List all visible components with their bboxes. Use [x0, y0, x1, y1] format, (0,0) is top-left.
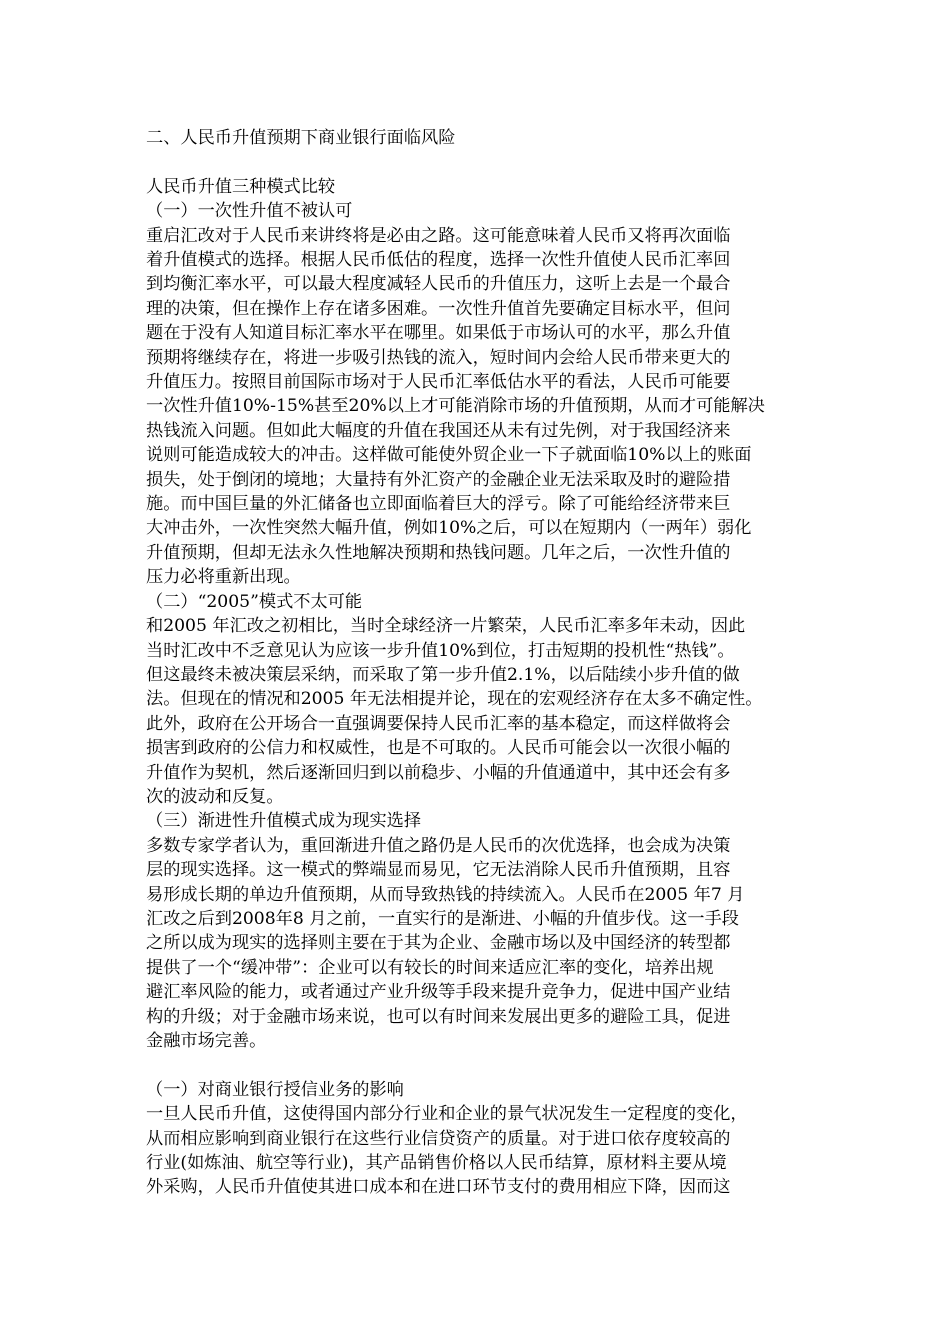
blank-line: [146, 150, 814, 174]
paragraph-line: 施。而中国巨量的外汇储备也立即面临着巨大的浮亏。除了可能给经济带来巨: [146, 494, 731, 515]
subsection-body-3: [146, 834, 814, 1054]
subsection-body-4: [146, 1102, 814, 1200]
paragraph-line: 理的决策，但在操作上存在诸多困难。一次性升值首先要确定目标水平，但问: [146, 298, 731, 319]
paragraph-line: 题在于没有人知道目标汇率水平在哪里。如果低于市场认可的水平，那么升值: [146, 323, 731, 344]
paragraph-line: 说则可能造成较大的冲击。这样做可能使外贸企业一下子就面临10%以上的账面: [146, 445, 752, 466]
subsection-body-2: [146, 614, 814, 809]
subsection-title-3: （三）渐进性升值模式成为现实选择: [146, 811, 422, 832]
section-title: 人民币升值三种模式比较: [146, 176, 336, 197]
paragraph-line: 外采购，人民币升值使其进口成本和在进口环节支付的费用相应下降，因而这: [146, 1177, 731, 1198]
paragraph-line: 金融市场完善。: [146, 1031, 267, 1052]
paragraph-line: 损害到政府的公信力和权威性，也是不可取的。人民币可能会以一次很小幅的: [146, 738, 731, 759]
paragraph-line: 热钱流入问题。但如此大幅度的升值在我国还从未有过先例，对于我国经济来: [146, 420, 731, 441]
paragraph-line: 行业(如炼油、航空等行业)，其产品销售价格以人民币结算，原材料主要从境: [146, 1153, 727, 1174]
paragraph-line: 一旦人民币升值，这使得国内部分行业和企业的景气状况发生一定程度的变化，: [146, 1104, 748, 1125]
paragraph-line: 大冲击外，一次性突然大幅升值，例如10%之后，可以在短期内（一两年）弱化: [146, 518, 752, 539]
paragraph-line: 易形成长期的单边升值预期，从而导致热钱的持续流入。人民币在2005 年7 月: [146, 884, 745, 905]
blank-line: [146, 1053, 814, 1077]
paragraph-line: 汇改之后到2008年8 月之前，一直实行的是渐进、小幅的升值步伐。这一手段: [146, 908, 739, 929]
subsection-body-1: [146, 224, 814, 590]
paragraph-line: 升值作为契机，然后逐渐回归到以前稳步、小幅的升值通道中，其中还会有多: [146, 762, 731, 783]
paragraph-line: 之所以成为现实的选择则主要在于其为企业、金融市场以及中国经济的转型都: [146, 933, 731, 954]
paragraph-line: 和2005 年汇改之初相比，当时全球经济一片繁荣，人民币汇率多年未动，因此: [146, 616, 746, 637]
paragraph-line: 一次性升值10%-15%甚至20%以上才可能消除市场的升值预期，从而才可能解决: [146, 396, 765, 417]
paragraph-line: 重启汇改对于人民币来讲终将是必由之路。这可能意味着人民币又将再次面临: [146, 225, 731, 246]
paragraph-line: 升值压力。按照目前国际市场对于人民币汇率低估水平的看法，人民币可能要: [146, 372, 731, 393]
subsection-title-4: （一）对商业银行授信业务的影响: [146, 1079, 404, 1100]
subsection-title-2: （二）“2005”模式不太可能: [146, 591, 363, 612]
paragraph-line: 从而相应影响到商业银行在这些行业信贷资产的质量。对于进口依存度较高的: [146, 1128, 731, 1149]
paragraph-line: 避汇率风险的能力，或者通过产业升级等手段来提升竞争力，促进中国产业结: [146, 982, 731, 1003]
paragraph-line: 但这最终未被决策层采纳，而采取了第一步升值2.1%，以后陆续小步升值的做: [146, 664, 740, 685]
paragraph-line: 层的现实选择。这一模式的弊端显而易见，它无法消除人民币升值预期，且容: [146, 860, 731, 881]
paragraph-line: 压力必将重新出现。: [146, 567, 301, 588]
paragraph-line: 法。但现在的情况和2005 年无法相提并论，现在的宏观经济存在太多不确定性。: [146, 689, 763, 710]
paragraph-line: 着升值模式的选择。根据人民币低估的程度，选择一次性升值使人民币汇率回: [146, 250, 731, 271]
paragraph-line: 多数专家学者认为，重回渐进升值之路仍是人民币的次优选择，也会成为决策: [146, 835, 731, 856]
paragraph-line: 当时汇改中不乏意见认为应该一步升值10%到位，打击短期的投机性“热钱”。: [146, 640, 735, 661]
paragraph-line: 构的升级；对于金融市场来说，也可以有时间来发展出更多的避险工具，促进: [146, 1006, 731, 1027]
paragraph-line: 提供了一个“缓冲带”：企业可以有较长的时间来适应汇率的变化，培养出规: [146, 957, 714, 978]
subsection-title-1: （一）一次性升值不被认可: [146, 201, 353, 222]
paragraph-line: 预期将继续存在，将进一步吸引热钱的流入，短时间内会给人民币带来更大的: [146, 347, 731, 368]
paragraph-line: 次的波动和反复。: [146, 786, 284, 807]
paragraph-line: 损失，处于倒闭的境地；大量持有外汇资产的金融企业无法采取及时的避险措: [146, 469, 731, 490]
paragraph-line: 升值预期，但却无法永久性地解决预期和热钱问题。几年之后，一次性升值的: [146, 542, 731, 563]
paragraph-line: 到均衡汇率水平，可以最大程度减轻人民币的升值压力，这听上去是一个最合: [146, 274, 731, 295]
document-page: [146, 126, 814, 1200]
paragraph-line: 此外，政府在公开场合一直强调要保持人民币汇率的基本稳定，而这样做将会: [146, 713, 731, 734]
document-heading: 二、人民币升值预期下商业银行面临风险: [146, 128, 456, 148]
